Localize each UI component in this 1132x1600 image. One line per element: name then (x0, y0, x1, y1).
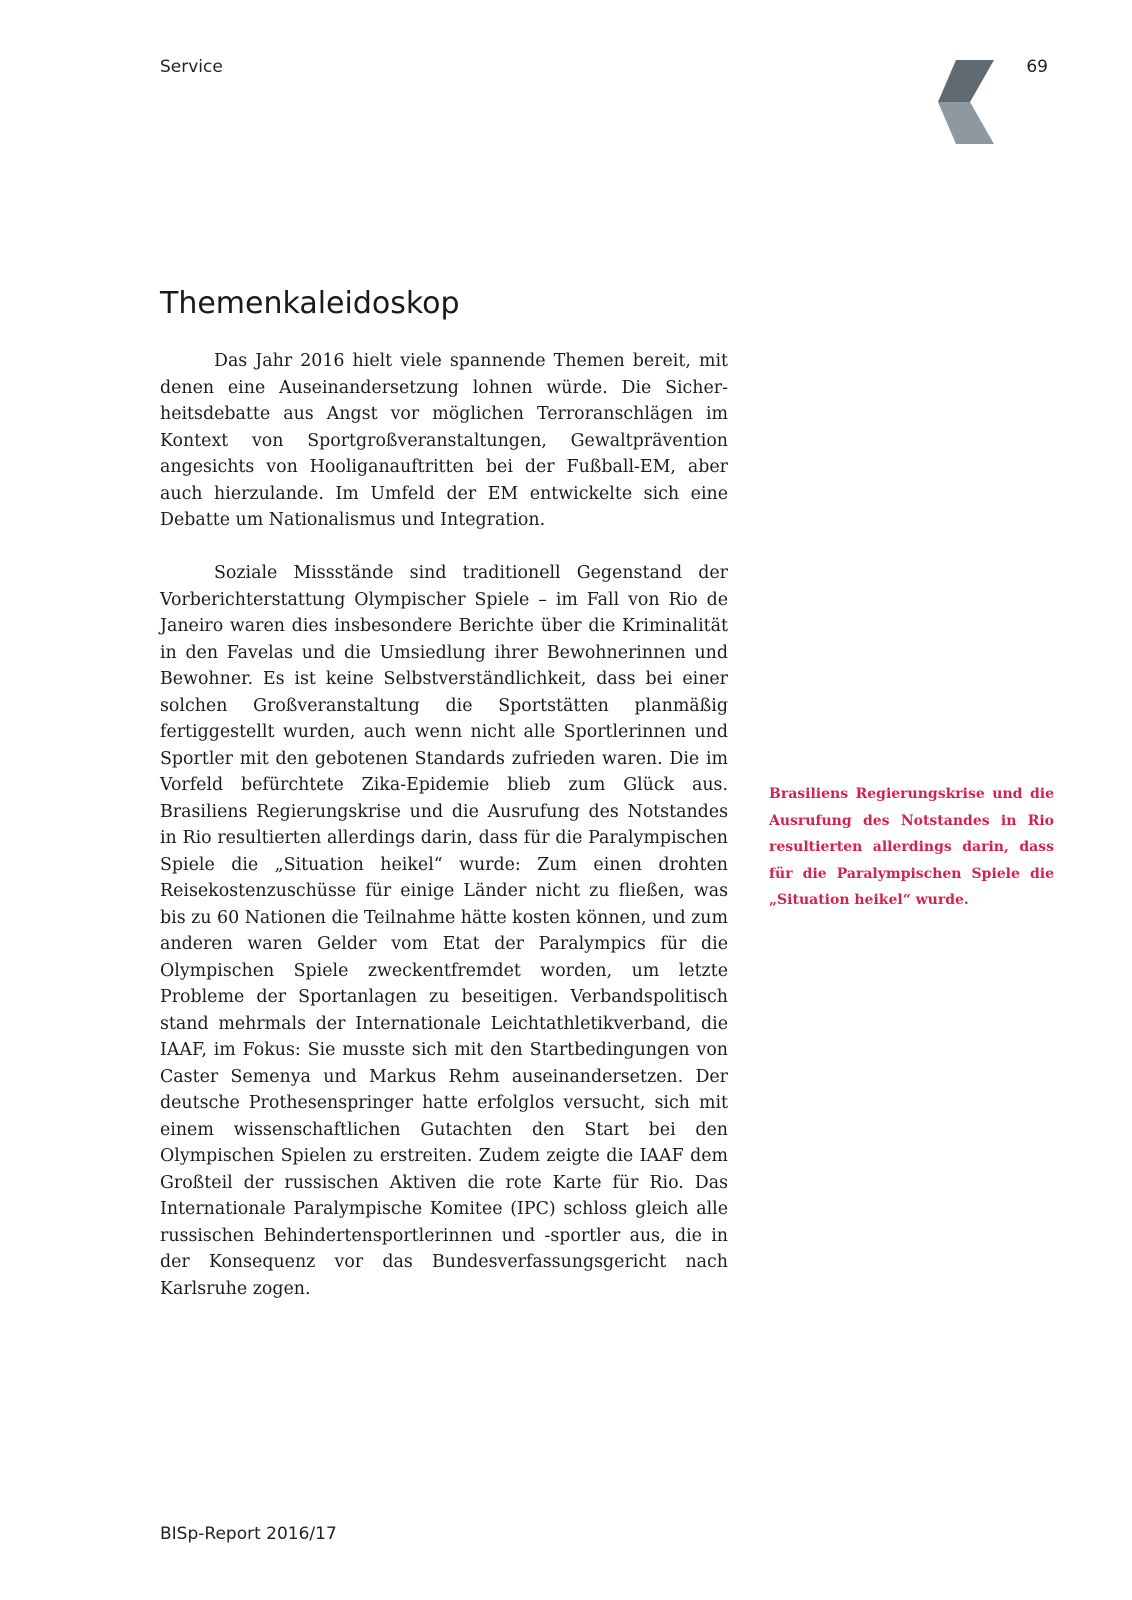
footer-report-title: BISp-Report 2016/17 (160, 1524, 337, 1544)
page-number: 69 (1026, 57, 1048, 77)
chevron-lower-arm (938, 102, 994, 144)
article-body (160, 348, 728, 1302)
section-title: Themenkaleidoskop (160, 286, 460, 321)
chevron-left-logo-icon (938, 60, 994, 144)
paragraph-2: Soziale Missstände sind traditionell Gegenstand der Vorberichterstattung Olympischer Spiele – im Fall von Rio de Janeiro waren dies insbesondere Berichte über die Kriminalität in den Favelas und die Umsiedlung ihrer Bewohnerinnen und Bewohner. Es ist keine Selbstverständlichkeit, dass bei einer solchen Großveranstaltung die Sportstätten planmäßig fertiggestellt wurden, auch wenn nicht alle Sportlerinnen und Sportler mit den gebotenen Standards zufrieden waren. Die im Vorfeld befürchtete Zika-Epidemie blieb zum Glück aus. Brasiliens Regierungskrise und die Ausrufung des Notstandes in Rio resultierten allerdings darin, dass für die Paralympischen Spiele die „Situation heikel“ wurde: Zum einen drohten Reisekostenzuschüsse für einige Länder nicht zu fließen, was bis zu 60 Nationen die Teilnahme hätte kosten können, und zum anderen waren Gelder vom Etat der Paralympics für die Olympischen Spiele zweckentfremdet worden, um letzte Probleme der Sportanlagen zu beseitigen. Verbandspolitisch stand mehrmals der Internationale Leichtathletikverband, die IAAF, im Fokus: Sie musste sich mit den Startbedingungen von Caster Semenya und Markus Rehm auseinandersetzen. Der deutsche Prothesenspringer hatte erfolglos versucht, sich mit einem wissenschaftlichen Gutachten den Start bei den Olympischen Spielen zu erstreiten. Zudem zeigte die IAAF dem Großteil der russischen Aktiven die rote Karte für Rio. Das Internationale Paralympische Komitee (IPC) schloss gleich alle russischen Behindertensportlerinnen und -sportler aus, die in der Konsequenz vor das Bundesverfassungsgericht nach Karlsruhe zogen. (160, 563, 728, 1299)
running-head-section: Service (160, 57, 223, 77)
chevron-upper-arm (938, 60, 994, 102)
paragraph-1: Das Jahr 2016 hielt viele spannende Themen bereit, mit denen eine Auseinandersetzung lohnen würde. Die Sicherheitsdebatte aus Angst vor möglichen Terroranschlägen im Kontext von Sportgroßveranstaltungen, Gewaltprävention angesichts von Hooliganauftritten bei der Fußball-EM, aber auch hierzulande. Im Umfeld der EM entwickelte sich eine Debatte um Nationalismus und Integration. (160, 351, 728, 530)
pull-quote: Brasiliens Regierungskrise und die Ausrufung des Notstandes in Rio resultierten allerdings darin, dass für die Paralympischen Spiele die „Situation heikel“ wurde. (769, 786, 1054, 908)
